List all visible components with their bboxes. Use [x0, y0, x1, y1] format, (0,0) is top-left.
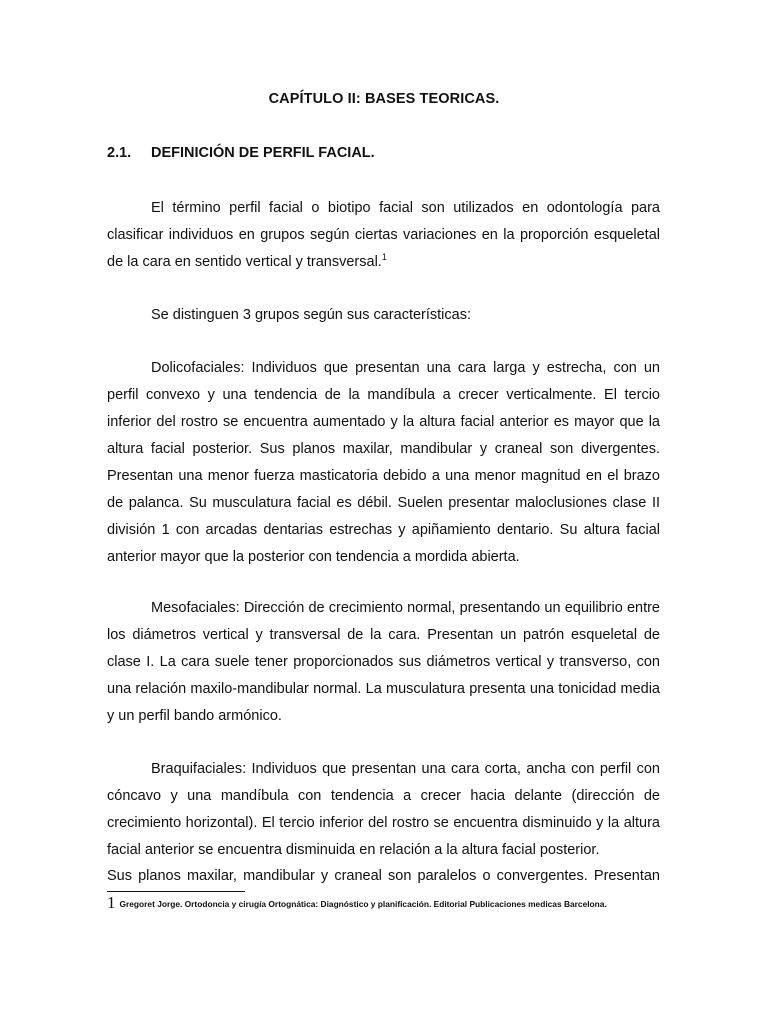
footnote-text: Gregoret Jorge. Ortodoncia y cirugía Ortognática: Diagnóstico y planificación. Editorial Publicaciones medicas Barcelona. [119, 899, 607, 909]
paragraph-mesofaciales: Mesofaciales: Dirección de crecimiento normal, presentando un equilibrio entre los diámetros vertical y transversal de la cara. Presentan un patrón esqueletal de clase I. La cara suele tener proporcionados sus diámetros vertical y transverso, con una relación maxilo-mandibular normal. La musculatura presenta una tonicidad media y un perfil bando armónico. [107, 600, 660, 724]
paragraph-dolicofaciales: Dolicofaciales: Individuos que presentan una cara larga y estrecha, con un perfil convexo y una tendencia de la mandíbula a crecer verticalmente. El tercio inferior del rostro se encuentra aumentado y la altura facial anterior es mayor que la altura facial posterior. Sus planos maxilar, mandibular y craneal son divergentes. Presentan una menor fuerza masticatoria debido a una menor magnitud en el brazo de palanca. Su musculatura facial es débil. Suelen presentar maloclusiones clase II división 1 con arcadas dentarias estrechas y apiñamiento dentario. Su altura facial anterior mayor que la posterior con tendencia a mordida abierta. [107, 360, 660, 565]
section-title: DEFINICIÓN DE PERFIL FACIAL. [151, 145, 375, 161]
footnote-mark: 1 [107, 893, 116, 912]
section-number: 2.1. [107, 145, 132, 161]
footnote-reference: 1 [381, 252, 387, 262]
chapter-title: CAPÍTULO II: BASES TEORICAS. [268, 91, 500, 107]
footnote-divider [107, 891, 245, 892]
paragraph-intro [107, 195, 660, 276]
paragraph-braquifaciales-continued: Sus planos maxilar, mandibular y craneal son paralelos o convergentes. Presentan [107, 868, 660, 884]
paragraph-braquifaciales: Braquifaciales: Individuos que presentan una cara corta, ancha con perfil con cóncavo y una mandíbula con tendencia a crecer hacia delante (dirección de crecimiento horizontal). El tercio inferior del rostro se encuentra disminuido y la altura facial anterior se encuentra disminuida en relación a la altura facial posterior. [107, 761, 660, 858]
section-heading [107, 145, 375, 161]
footnote [107, 893, 607, 913]
paragraph-intro-text: El término perfil facial o biotipo facial son utilizados en odontología para clasificar individuos en grupos según ciertas variaciones en la proporción esqueletal de la cara en sentido vertical y transversal. [107, 200, 660, 270]
paragraph-groups: Se distinguen 3 grupos según sus características: [151, 307, 471, 323]
